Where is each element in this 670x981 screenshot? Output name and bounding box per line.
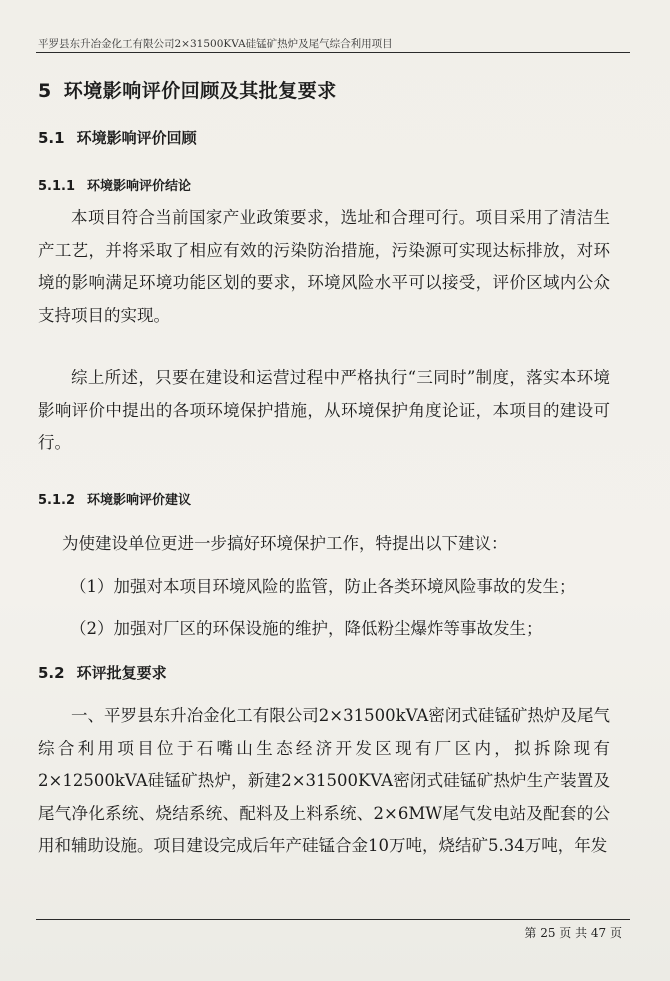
section-5-1-heading [38, 127, 197, 148]
section-5-number: 5 [38, 80, 52, 102]
approval-paragraph-1: 一、平罗县东升冶金化工有限公司2×31500kVA密闭式硅锰矿热炉及尾气综合利用项目位于石嘴山生态经济开发区现有厂区内，拟拆除现有2×12500kVA硅锰矿热炉，新建2×31500KVA密闭式硅锰矿热炉生产装置及尾气净化系统、烧结系统、配料及上料系统、2×6MW尾气发电站及配套的公用和辅助设施。项目建设完成后年产硅锰合金10万吨，烧结矿5.34万吨，年发 [38, 706, 610, 855]
running-header: 平罗县东升冶金化工有限公司2×31500KVA硅锰矿热炉及尾气综合利用项目 [38, 38, 393, 50]
section-5-1-1-heading [38, 175, 191, 194]
header-rule [36, 52, 630, 53]
section-5-1-2-heading [38, 489, 191, 508]
section-5-1-1-title: 环境影响评价结论 [87, 179, 192, 194]
section-5-title: 环境影响评价回顾及其批复要求 [63, 80, 337, 102]
section-5-1-number: 5.1 [38, 129, 65, 147]
section-5-2-heading [38, 662, 167, 683]
section-5-1-title: 环境影响评价回顾 [76, 129, 197, 147]
suggestion-item-1: （1）加强对本项目环境风险的监管，防止各类环境风险事故的发生； [70, 577, 576, 596]
conclusion-paragraph-2: 综上所述，只要在建设和运营过程中严格执行“三同时”制度，落实本环境影响评价中提出的各项环境保护措施，从环境保护角度论证，本项目的建设可行。 [38, 368, 610, 452]
suggestion-item-2: （2）加强对厂区的环保设施的维护，降低粉尘爆炸等事故发生； [70, 619, 543, 638]
section-5-1-2-number: 5.1.2 [38, 493, 76, 508]
section-5-1-1-number: 5.1.1 [38, 179, 76, 194]
section-5-2-number: 5.2 [38, 664, 65, 682]
section-5-2-title: 环评批复要求 [76, 664, 167, 682]
suggestion-intro: 为使建设单位更进一步搞好环境保护工作，特提出以下建议： [62, 534, 508, 553]
footer-rule [36, 919, 630, 920]
conclusion-paragraph-1: 本项目符合当前国家产业政策要求，选址和合理可行。项目采用了清洁生产工艺，并将采取了相应有效的污染防治措施，污染源可实现达标排放，对环境的影响满足环境功能区划的要求，环境风险水平可以接受，评价区域内公众支持项目的实现。 [38, 208, 610, 325]
section-5-1-2-title: 环境影响评价建议 [87, 493, 192, 508]
section-5-heading [38, 76, 337, 103]
page-number: 第 25 页 共 47 页 [524, 926, 622, 940]
